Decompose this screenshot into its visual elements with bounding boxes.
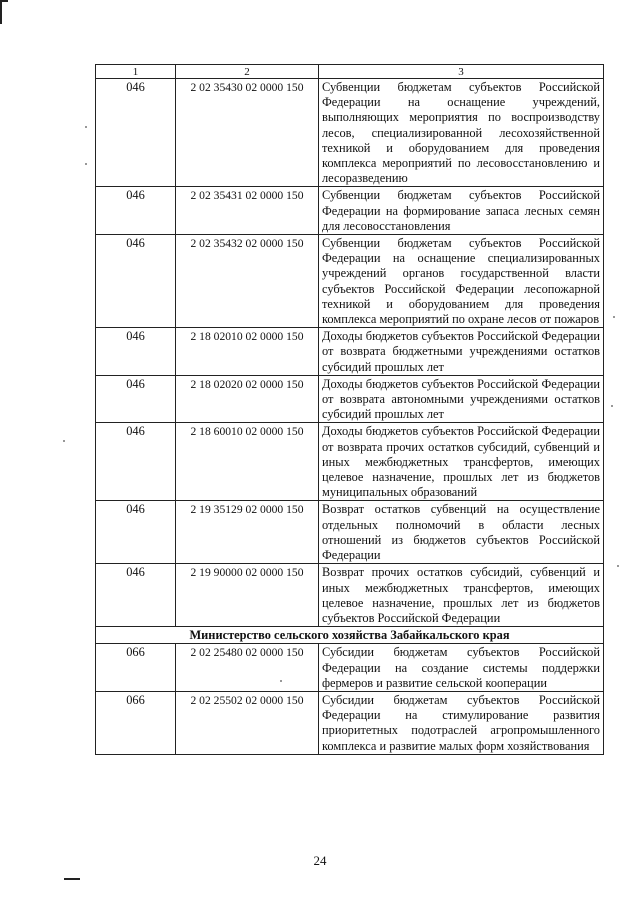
- scan-speck: [63, 440, 65, 442]
- scan-speck: [611, 405, 613, 407]
- revenue-code-cell: 2 19 90000 02 0000 150: [176, 564, 319, 627]
- revenue-code-cell: 2 02 25480 02 0000 150: [176, 644, 319, 692]
- revenue-code-cell: 2 19 35129 02 0000 150: [176, 501, 319, 564]
- revenue-code-cell: 2 18 02010 02 0000 150: [176, 328, 319, 376]
- scan-corner-mark: [0, 0, 8, 24]
- column-number-row: [96, 65, 604, 79]
- revenue-code-cell: 2 02 35431 02 0000 150: [176, 187, 319, 235]
- section-row: [96, 627, 604, 644]
- section-heading: Министерство сельского хозяйства Забайкальского края: [96, 627, 604, 644]
- admin-code-cell: 066: [96, 644, 176, 692]
- table-row: [96, 79, 604, 187]
- admin-code-cell: 046: [96, 564, 176, 627]
- description-cell: Доходы бюджетов субъектов Российской Федерации от возврата прочих остатков субсидий, субвенций и иных межбюджетных трансфертов, имеющих целевое назначение, прошлых лет из бюджетов муниципальных образований: [319, 423, 604, 501]
- scan-speck: [613, 316, 615, 318]
- scan-speck: [617, 565, 619, 567]
- description-cell: Субвенции бюджетам субъектов Российской Федерации на оснащение специализированных учреждений органов государственной власти субъектов Российской Федерации лесопожарной техникой и оборудованием для проведения комплекса мероприятий по охране лесов от пожаров: [319, 235, 604, 328]
- admin-code-cell: 046: [96, 423, 176, 501]
- description-cell: Субвенции бюджетам субъектов Российской Федерации на формирование запаса лесных семян для лесовосстановления: [319, 187, 604, 235]
- admin-code-cell: 046: [96, 328, 176, 376]
- table-row: [96, 235, 604, 328]
- table-row: [96, 187, 604, 235]
- scan-speck: [85, 163, 87, 165]
- column-number: 1: [96, 65, 176, 79]
- admin-code-cell: 066: [96, 691, 176, 754]
- scan-speck: [85, 126, 87, 128]
- description-cell: Доходы бюджетов субъектов Российской Федерации от возврата бюджетными учреждениями остатков субсидий прошлых лет: [319, 328, 604, 376]
- revenue-code-cell: 2 02 35430 02 0000 150: [176, 79, 319, 187]
- table-row: [96, 501, 604, 564]
- revenue-code-cell: 2 18 02020 02 0000 150: [176, 375, 319, 423]
- table-row: [96, 423, 604, 501]
- column-number: 2: [176, 65, 319, 79]
- admin-code-cell: 046: [96, 375, 176, 423]
- table-row: [96, 328, 604, 376]
- column-number: 3: [319, 65, 604, 79]
- description-cell: Субсидии бюджетам субъектов Российской Федерации на создание системы поддержки фермеров и развитие сельской кооперации: [319, 644, 604, 692]
- table-row: [96, 375, 604, 423]
- revenue-code-cell: 2 18 60010 02 0000 150: [176, 423, 319, 501]
- page-number: 24: [313, 853, 327, 868]
- admin-code-cell: 046: [96, 501, 176, 564]
- table-row: [96, 691, 604, 754]
- admin-code-cell: 046: [96, 235, 176, 328]
- revenue-codes-table: [95, 64, 604, 755]
- admin-code-cell: 046: [96, 187, 176, 235]
- description-cell: Субсидии бюджетам субъектов Российской Федерации на стимулирование развития приоритетных подотраслей агропромышленного комплекса и развитие малых форм хозяйствования: [319, 691, 604, 754]
- revenue-code-cell: 2 02 25502 02 0000 150: [176, 691, 319, 754]
- admin-code-cell: 046: [96, 79, 176, 187]
- description-cell: Возврат остатков субвенций на осуществление отдельных полномочий в области лесных отношений из бюджетов субъектов Российской Федерации: [319, 501, 604, 564]
- description-cell: Доходы бюджетов субъектов Российской Федерации от возврата автономными учреждениями остатков субсидий прошлых лет: [319, 375, 604, 423]
- table-row: [96, 644, 604, 692]
- revenue-code-cell: 2 02 35432 02 0000 150: [176, 235, 319, 328]
- description-cell: Субвенции бюджетам субъектов Российской Федерации на оснащение учреждений, выполняющих мероприятия по воспроизводству лесов, специализированной лесохозяйственной техникой и оборудованием для проведения комплекса мероприятий по лесовосстановлению и лесоразведению: [319, 79, 604, 187]
- table-row: [96, 564, 604, 627]
- scan-edge-mark: [64, 878, 80, 880]
- description-cell: Возврат прочих остатков субсидий, субвенций и иных межбюджетных трансфертов, имеющих целевое назначение, прошлых лет из бюджетов субъектов Российской Федерации: [319, 564, 604, 627]
